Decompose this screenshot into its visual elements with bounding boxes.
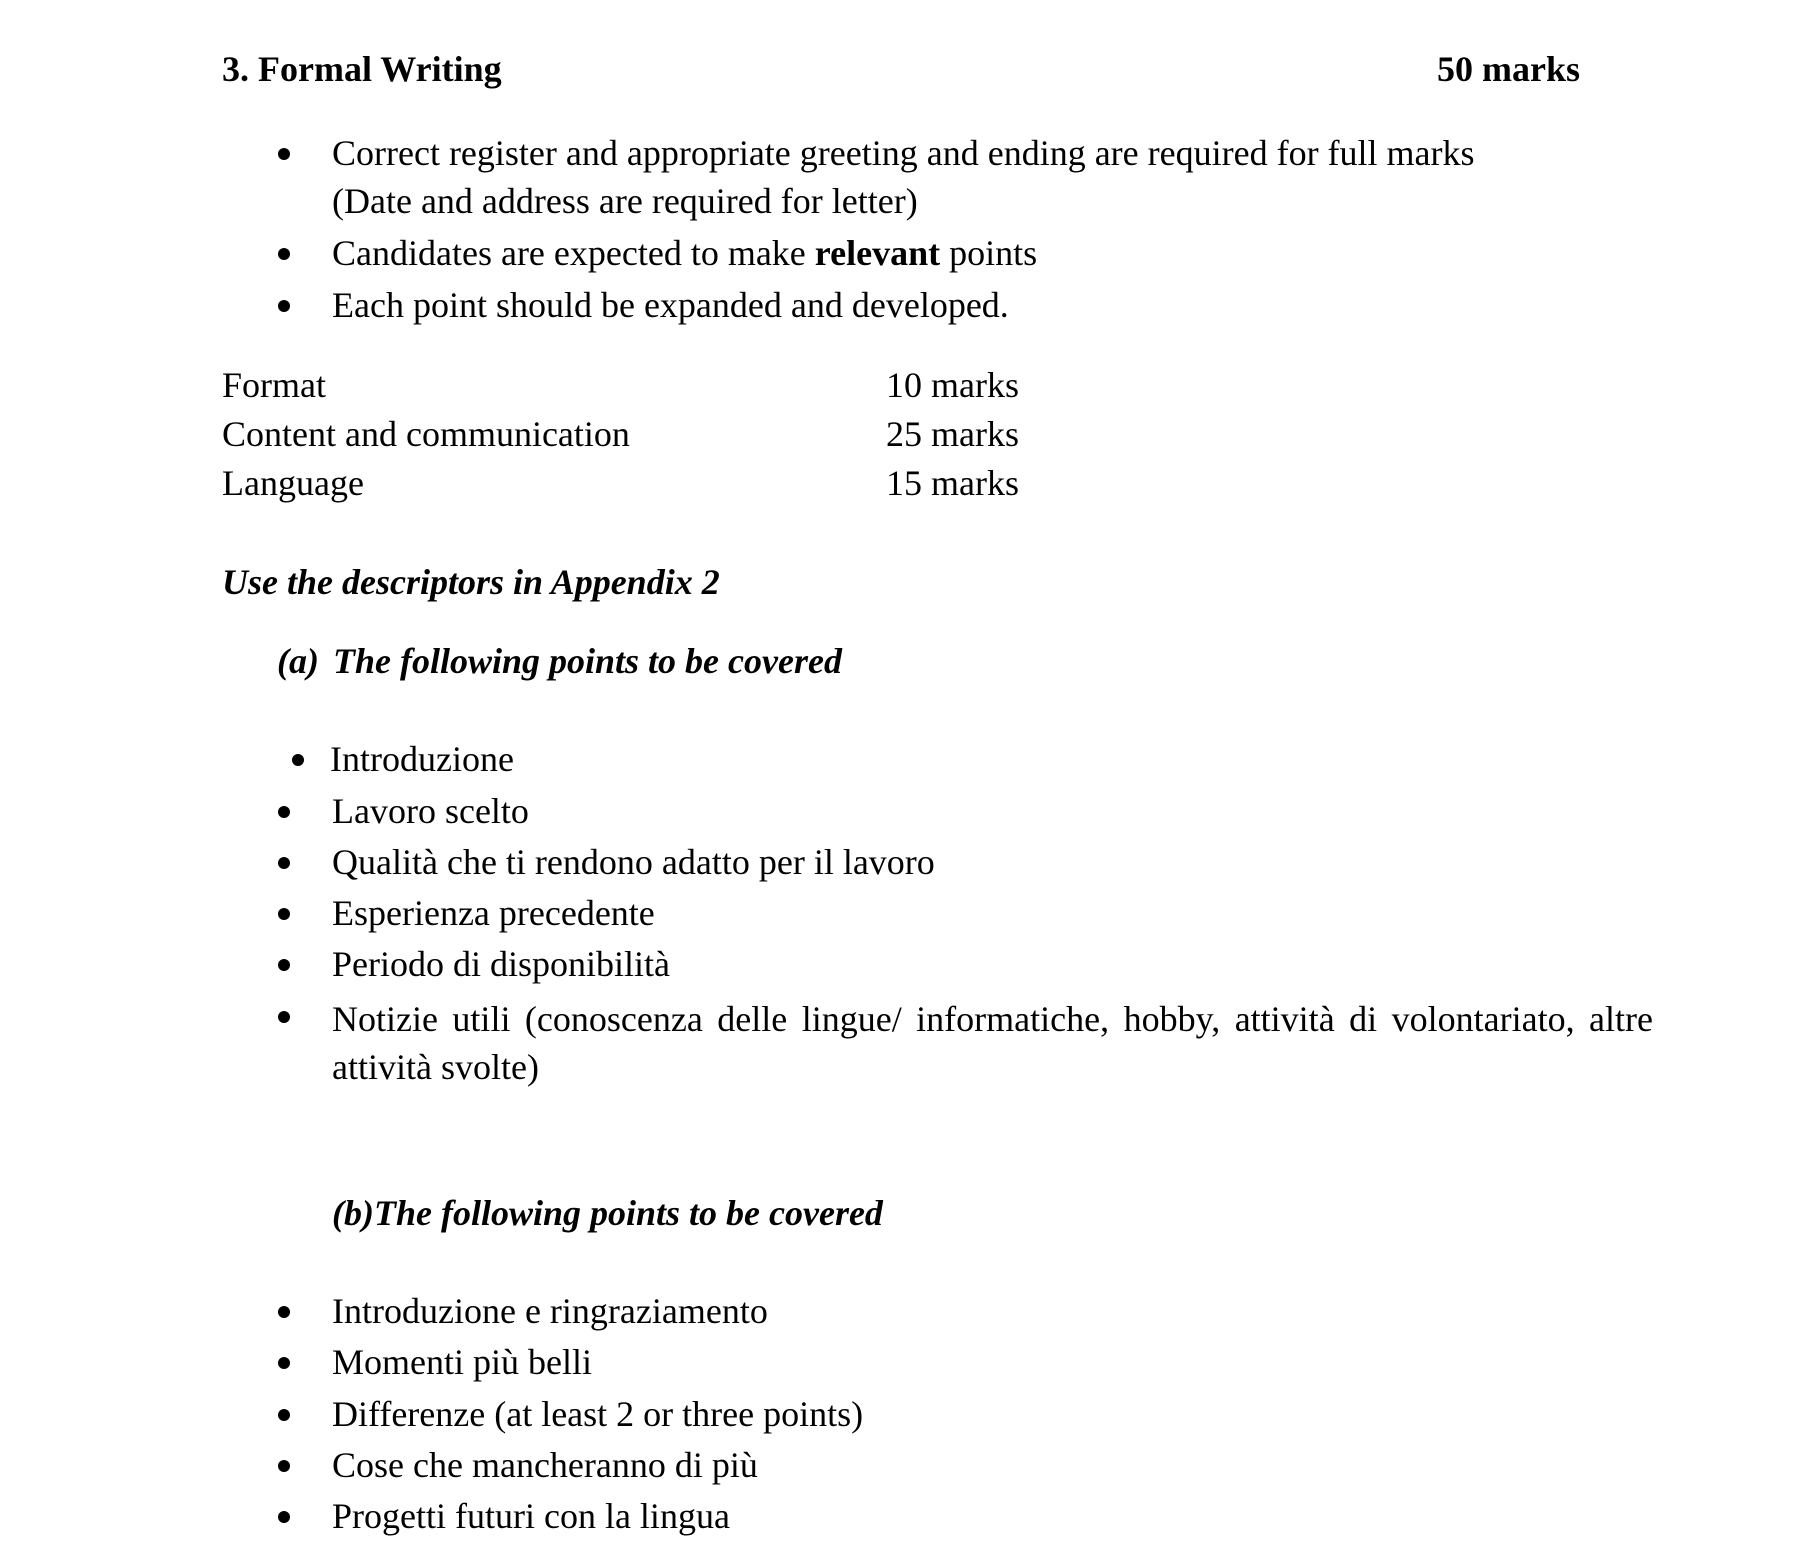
allocation-label-language: Language [222, 463, 364, 503]
bullet-icon [278, 1357, 290, 1369]
requirement-2-emphasis: relevant [814, 233, 941, 273]
bullet-icon [278, 1306, 290, 1318]
requirement-3: Each point should be expanded and developed. [332, 285, 1009, 325]
part-a-point-4: Esperienza precedente [332, 893, 655, 933]
bullet-icon [278, 1011, 290, 1023]
requirement-2-text-after: points [940, 233, 1038, 273]
part-a-point-3: Qualità che ti rendono adatto per il lavoro [332, 842, 935, 882]
part-b-point-1: Introduzione e ringraziamento [332, 1291, 768, 1331]
bullet-icon [278, 857, 290, 869]
bullet-icon [278, 1511, 290, 1523]
bullet-icon [278, 806, 290, 818]
bullet-icon [278, 300, 290, 312]
bullet-icon [292, 754, 304, 766]
allocation-marks-format: 10 marks [886, 365, 1019, 405]
part-b-point-3: Differenze (at least 2 or three points) [332, 1394, 864, 1434]
bullet-icon [278, 248, 290, 260]
requirement-2-text-before: Candidates are expected to make [332, 233, 815, 273]
part-a-point-2: Lavoro scelto [332, 791, 529, 831]
allocation-label-content: Content and communication [222, 414, 630, 454]
requirement-1-line-1: Correct register and appropriate greeting and ending are required for full marks [332, 133, 1475, 173]
allocation-label-format: Format [222, 365, 326, 405]
bullet-icon [278, 959, 290, 971]
bullet-icon [278, 148, 290, 160]
part-b-point-2: Momenti più belli [332, 1342, 592, 1382]
descriptors-note: Use the descriptors in Appendix 2 [222, 562, 720, 602]
section-marks: 50 marks [1437, 49, 1580, 89]
part-b-heading: (b)The following points to be covered [332, 1193, 883, 1233]
allocation-marks-language: 15 marks [886, 463, 1019, 503]
part-b-point-5: Progetti futuri con la lingua [332, 1496, 730, 1536]
part-a-point-1: Introduzione [330, 739, 514, 779]
requirement-1-line-2: (Date and address are required for letter) [332, 181, 918, 221]
allocation-marks-content: 25 marks [886, 414, 1019, 454]
part-a-point-5: Periodo di disponibilità [332, 944, 670, 984]
bullet-icon [278, 1409, 290, 1421]
section-heading: 3. Formal Writing [222, 49, 502, 89]
part-a-point-6: Notizie utili (conoscenza delle lingue/ informatiche, hobby, attività di volontariato, altre attività svolte) [332, 999, 1653, 1087]
bullet-icon [278, 908, 290, 920]
requirement-2 [332, 232, 1037, 274]
part-a-label: (a) [277, 641, 319, 681]
bullet-icon [278, 1460, 290, 1472]
part-a-heading: The following points to be covered [333, 641, 842, 681]
part-b-point-4: Cose che mancheranno di più [332, 1445, 758, 1485]
